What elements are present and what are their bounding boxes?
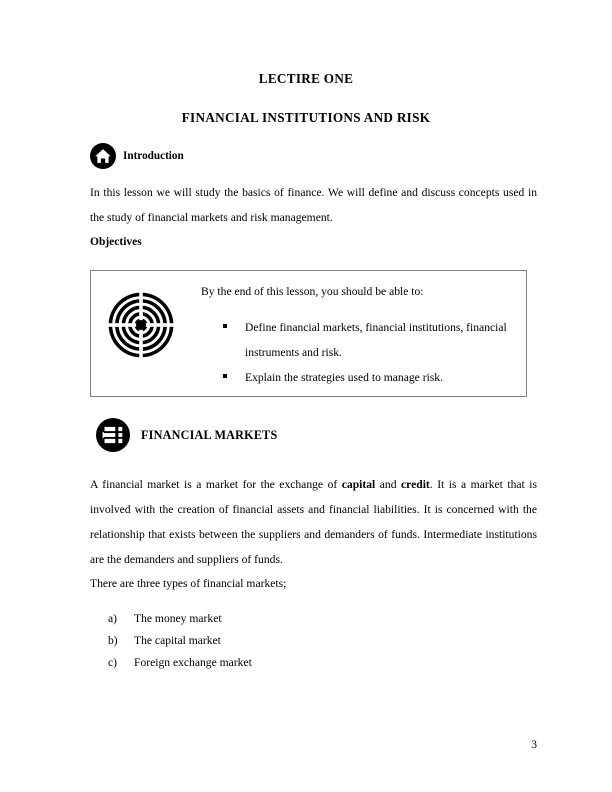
list-item <box>223 315 513 365</box>
financial-markets-heading-group <box>96 418 277 452</box>
market-types-lead-in: There are three types of financial markets; <box>90 577 287 590</box>
paragraph-text-part: A financial market is a market for the exchange of <box>90 478 342 491</box>
objectives-item-text: Explain the strategies used to manage risk. <box>245 371 444 384</box>
objectives-box <box>90 270 527 397</box>
card-stack-icon <box>96 418 130 452</box>
list-item <box>108 652 252 674</box>
square-bullet-icon <box>223 374 227 378</box>
list-item <box>108 630 252 652</box>
paragraph-bold-credit: credit <box>401 478 430 491</box>
introduction-heading-group <box>90 143 184 169</box>
introduction-heading-label: Introduction <box>123 150 184 162</box>
paragraph-text-part: and <box>375 478 402 491</box>
market-types-list <box>108 608 252 674</box>
list-item-label: Foreign exchange market <box>134 656 252 669</box>
list-item <box>223 365 513 390</box>
list-marker: b) <box>108 634 118 647</box>
financial-markets-heading-label: FINANCIAL MARKETS <box>141 427 278 442</box>
list-item-label: The capital market <box>134 634 221 647</box>
list-marker: c) <box>108 656 118 669</box>
financial-markets-paragraph <box>90 472 537 572</box>
home-icon <box>90 143 116 169</box>
objectives-heading: Objectives <box>90 236 142 248</box>
list-marker: a) <box>108 612 118 625</box>
target-icon <box>105 289 177 361</box>
page-number: 3 <box>531 738 537 751</box>
page-title-lecture: LECTIRE ONE <box>258 71 354 86</box>
list-item-label: The money market <box>134 612 222 625</box>
square-bullet-icon <box>223 324 227 328</box>
introduction-paragraph: In this lesson we will study the basics of finance. We will define and discuss concepts used in the study of financial markets and risk management. <box>90 186 537 224</box>
paragraph-bold-capital: capital <box>341 478 376 491</box>
objectives-lead-in: By the end of this lesson, you should be able to: <box>201 285 424 298</box>
list-item <box>108 608 252 630</box>
paragraph-text-part: . It is a market that is involved with the creation of financial assets and financial liabilities. It is concerned with the relationship that exists between the suppliers and demanders of funds. Intermediate institutions are the demanders and suppliers of funds. <box>90 478 537 566</box>
page-title-subject: FINANCIAL INSTITUTIONS AND RISK <box>181 110 431 125</box>
objectives-list <box>223 315 513 390</box>
objectives-item-text: Define financial markets, financial institutions, financial instruments and risk. <box>245 321 507 359</box>
